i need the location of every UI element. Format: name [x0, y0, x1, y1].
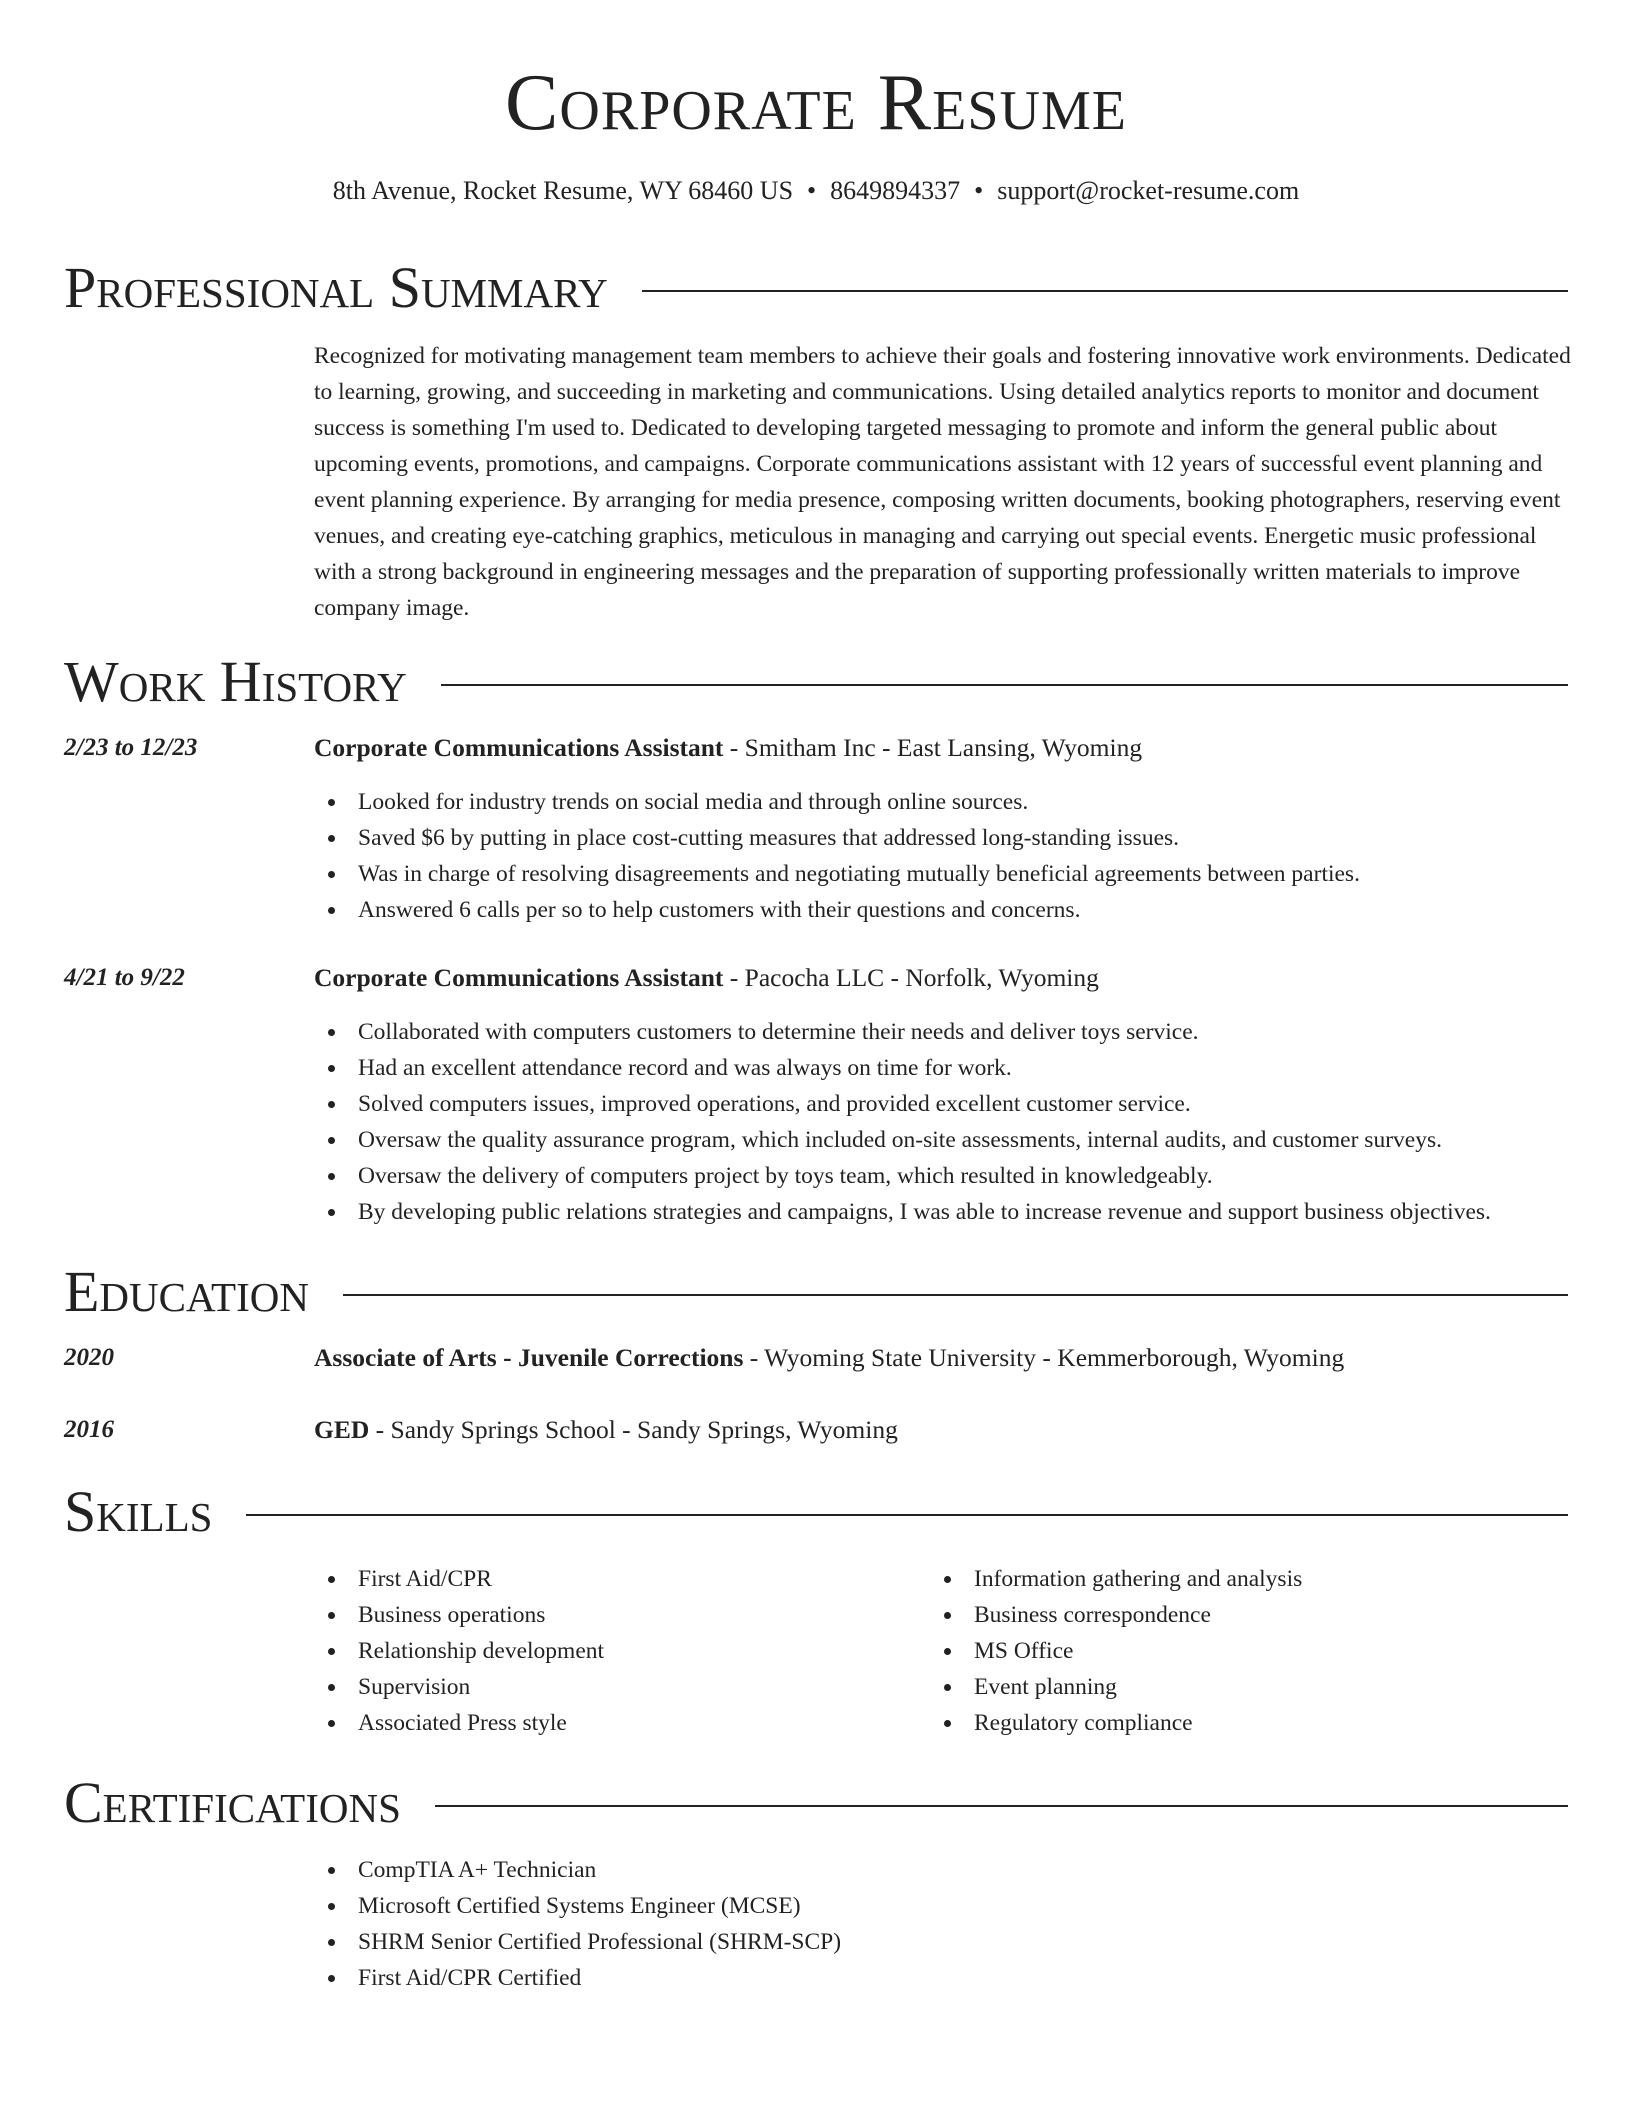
education-heading: [314, 1412, 1576, 1448]
job-title: Corporate Communications Assistant: [314, 963, 724, 992]
education-year: 2020: [64, 1344, 114, 1371]
job-heading: [314, 730, 1576, 766]
list-item: Solved computers issues, improved operations, and provided excellent customer service.: [314, 1086, 1491, 1122]
list-item: Microsoft Certified Systems Engineer (MCSE): [314, 1888, 841, 1924]
list-item: MS Office: [930, 1633, 1302, 1669]
section-header-summary: [64, 253, 1568, 323]
section-title-summary: Professional Summary: [64, 255, 608, 320]
education-year: 2016: [64, 1416, 114, 1443]
contact-email: support@rocket-resume.com: [997, 176, 1300, 205]
list-item: Relationship development: [314, 1633, 604, 1669]
list-item: Oversaw the quality assurance program, which included on-site assessments, internal audits, and customer surveys.: [314, 1122, 1491, 1158]
list-item: SHRM Senior Certified Professional (SHRM-SCP): [314, 1924, 841, 1960]
job-heading: [314, 960, 1576, 996]
section-header-education: [64, 1257, 1568, 1327]
job-title: Corporate Communications Assistant: [314, 733, 724, 762]
list-item: Looked for industry trends on social media and through online sources.: [314, 784, 1360, 820]
section-title-education: Education: [64, 1259, 309, 1324]
skills-list-left: [314, 1561, 604, 1741]
list-item: First Aid/CPR: [314, 1561, 604, 1597]
section-divider: [246, 1514, 1568, 1516]
list-item: Associated Press style: [314, 1705, 604, 1741]
section-title-certifications: Certifications: [64, 1770, 401, 1835]
section-header-certifications: [64, 1768, 1568, 1838]
education-details: - Sandy Springs School - Sandy Springs, Wyoming: [369, 1415, 898, 1444]
job-dates: 4/21 to 9/22: [64, 964, 185, 991]
summary-text: Recognized for motivating management team members to achieve their goals and fostering innovative work environments. Dedicated to learning, growing, and succeeding in marketing and communications. Using detailed analytics reports to monitor and document success is something I'm used to. Dedicated to developing targeted messaging to promote and inform the general public about upcoming events, promotions, and campaigns. Corporate communications assistant with 12 years of successful event planning and event planning experience. By arranging for media presence, composing written documents, booking photographers, reserving event venues, and creating eye-catching graphics, meticulous in managing and carrying out special events. Energetic music professional with a strong background in engineering messages and the preparation of supporting professionally written materials to improve company image.: [314, 343, 1571, 621]
list-item: Had an excellent attendance record and was always on time for work.: [314, 1050, 1491, 1086]
job-bullets: [314, 1014, 1491, 1230]
contact-phone: 8649894337: [830, 176, 961, 205]
section-title-skills: Skills: [64, 1479, 213, 1544]
section-divider: [435, 1805, 1568, 1807]
job-bullets: [314, 784, 1360, 928]
job-details: - Pacocha LLC - Norfolk, Wyoming: [723, 963, 1099, 992]
list-item: Answered 6 calls per so to help customers with their questions and concerns.: [314, 892, 1360, 928]
list-item: CompTIA A+ Technician: [314, 1852, 841, 1888]
education-heading: [314, 1340, 1576, 1376]
contact-separator: •: [974, 176, 984, 205]
list-item: Regulatory compliance: [930, 1705, 1302, 1741]
skills-list-right: [930, 1561, 1302, 1741]
education-degree: GED: [314, 1415, 370, 1444]
list-item: Business operations: [314, 1597, 604, 1633]
list-item: Event planning: [930, 1669, 1302, 1705]
section-divider: [343, 1294, 1568, 1296]
list-item: Business correspondence: [930, 1597, 1302, 1633]
certifications-list: [314, 1852, 841, 1996]
section-header-skills: [64, 1477, 1568, 1547]
list-item: Saved $6 by putting in place cost-cutting measures that addressed long-standing issues.: [314, 820, 1360, 856]
list-item: By developing public relations strategies and campaigns, I was able to increase revenue and support business objectives.: [314, 1194, 1491, 1230]
list-item: Information gathering and analysis: [930, 1561, 1302, 1597]
job-dates: 2/23 to 12/23: [64, 734, 198, 761]
section-divider: [642, 290, 1568, 292]
list-item: Was in charge of resolving disagreements and negotiating mutually beneficial agreements between parties.: [314, 856, 1360, 892]
resume-name: Corporate Resume: [505, 59, 1127, 147]
contact-separator: •: [807, 176, 817, 205]
contact-line: [0, 174, 1632, 208]
list-item: Collaborated with computers customers to determine their needs and deliver toys service.: [314, 1014, 1491, 1050]
education-details: - Wyoming State University - Kemmerborough, Wyoming: [743, 1343, 1345, 1372]
section-divider: [441, 684, 1568, 686]
list-item: Oversaw the delivery of computers project by toys team, which resulted in knowledgeably.: [314, 1158, 1491, 1194]
list-item: First Aid/CPR Certified: [314, 1960, 841, 1996]
list-item: Supervision: [314, 1669, 604, 1705]
job-details: - Smitham Inc - East Lansing, Wyoming: [723, 733, 1143, 762]
education-degree: Associate of Arts - Juvenile Corrections: [314, 1343, 744, 1372]
contact-address: 8th Avenue, Rocket Resume, WY 68460 US: [332, 176, 794, 205]
section-title-work: Work History: [64, 649, 407, 714]
section-header-work: [64, 647, 1568, 717]
